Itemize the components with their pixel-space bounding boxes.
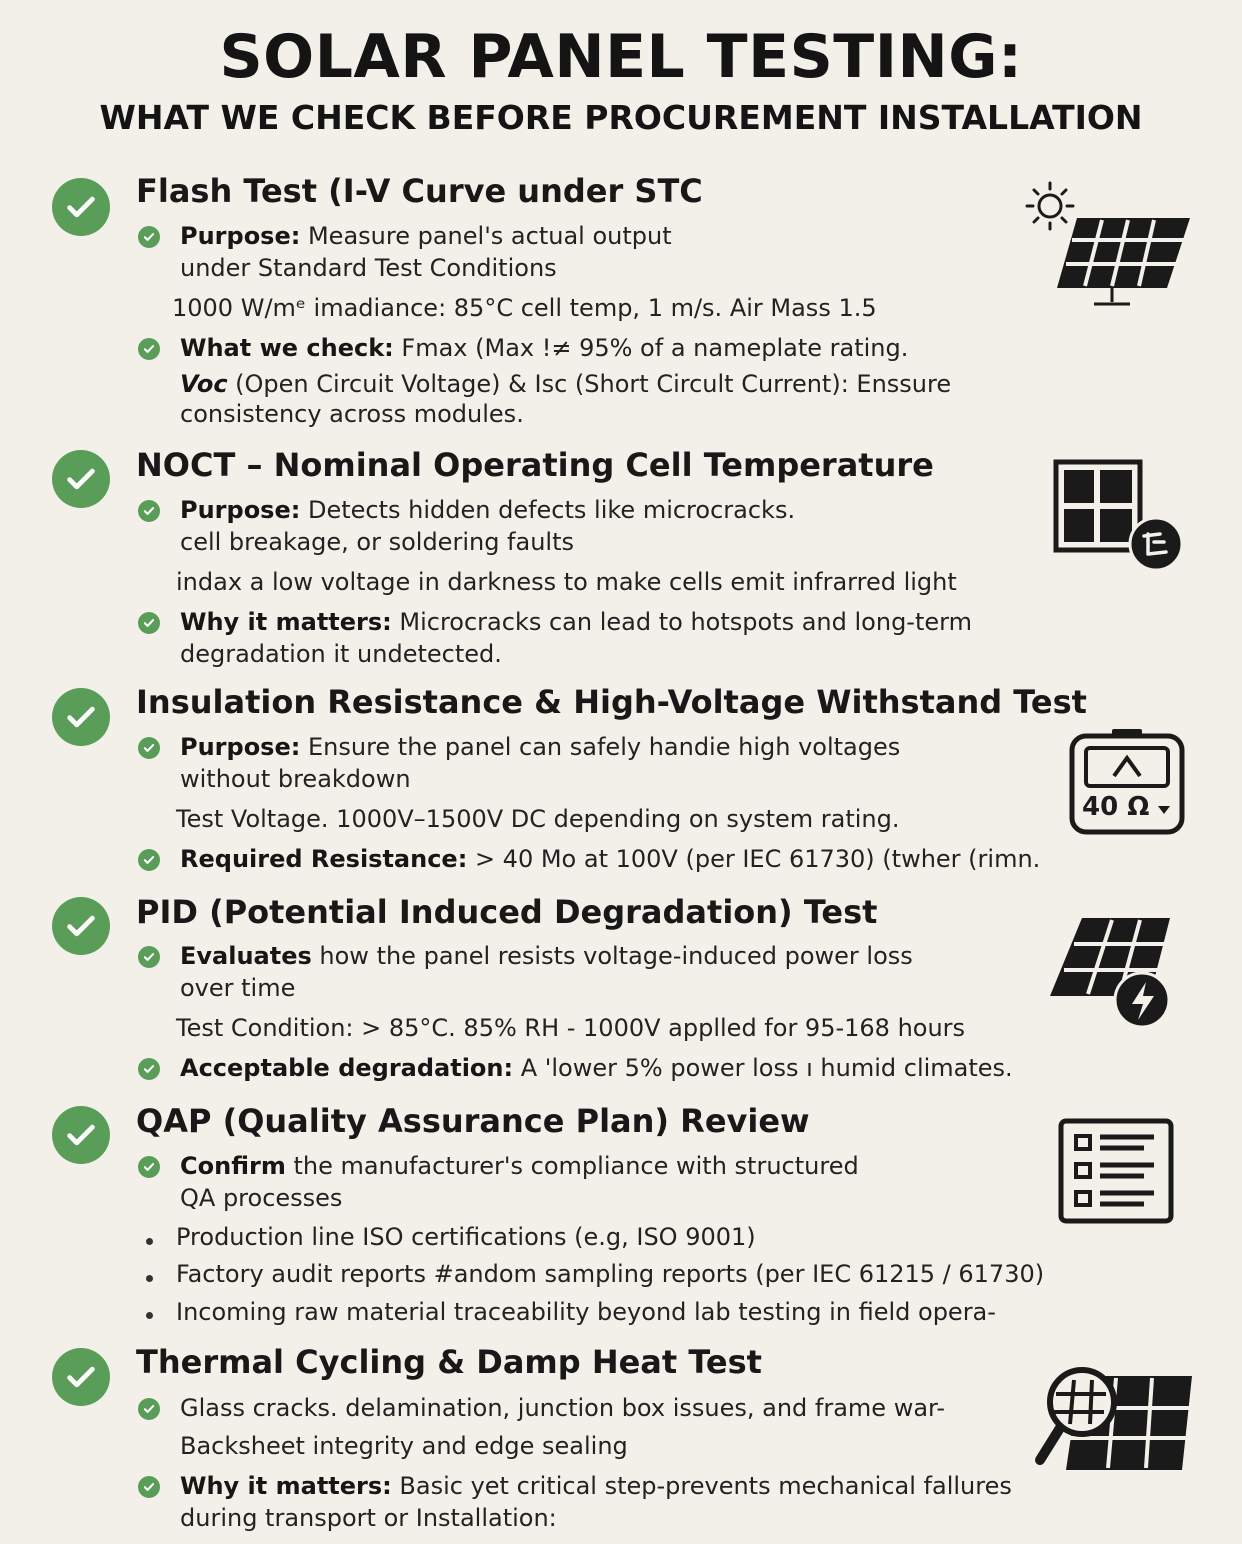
section-title-pid: PID (Potential Induced Degradation) Test	[136, 893, 878, 931]
check-icon	[138, 849, 160, 871]
check-icon	[138, 500, 160, 522]
acceptable-degradation-line: Acceptable degradation: A 'lower 5% power loss ı humid climates.	[180, 1054, 1013, 1082]
voc-line: Voc (Open Circuit Voltage) & Isc (Short Circult Current): Enssure	[180, 370, 952, 398]
magnifier-panel-icon	[1030, 1362, 1198, 1492]
method-text: indax a low voltage in darkness to make cells emit infrarred light	[176, 568, 957, 596]
bullet-item: Factory audit reports #andom sampling reports (per IEC 61215 / 61730)	[176, 1260, 1045, 1288]
panel-badge-icon	[1052, 458, 1186, 573]
purpose-line: Purpose: Detects hidden defects like microcracks.	[180, 496, 796, 524]
check-circle-icon	[52, 178, 110, 236]
inspection-line-cont: Backsheet integrity and edge sealing	[180, 1432, 628, 1460]
purpose-line-cont: without breakdown	[180, 765, 411, 793]
check-circle-icon	[52, 450, 110, 508]
bullet-dot	[146, 1312, 153, 1319]
section-title-insulation: Insulation Resistance & High-Voltage Withstand Test	[136, 683, 1087, 721]
section-title-qap: QAP (Quality Assurance Plan) Review	[136, 1102, 810, 1140]
check-circle-icon	[52, 1348, 110, 1406]
check-icon	[138, 946, 160, 968]
checklist-icon	[1058, 1118, 1176, 1226]
check-icon	[138, 1398, 160, 1420]
test-voltage-text: Test Voltage. 1000V–1500V DC depending on system rating.	[176, 805, 900, 833]
sun-solar-panel-icon	[1012, 178, 1197, 313]
voc-line-cont: consistency across modules.	[180, 400, 524, 428]
what-we-check-line: What we check: Fmax (Max !≠ 95% of a nameplate rating.	[180, 334, 909, 362]
purpose-line-cont: cell breakage, or soldering faults	[180, 528, 575, 556]
check-icon	[138, 338, 160, 360]
section-title-noct: NOCT – Nominal Operating Cell Temperature	[136, 446, 934, 484]
evaluates-line: Evaluates how the panel resists voltage-induced power loss	[180, 942, 913, 970]
why-it-matters-line: Why it matters: Basic yet critical step-prevents mechanical fallures	[180, 1472, 1012, 1500]
check-icon	[138, 737, 160, 759]
inspection-line: Glass cracks. delamination, junction box issues, and frame war-	[180, 1394, 946, 1422]
why-it-matters-line: Why it matters: Microcracks can lead to hotspots and long-term	[180, 608, 972, 636]
check-icon	[138, 612, 160, 634]
purpose-line: Purpose: Measure panel's actual output	[180, 222, 672, 250]
purpose-line: Purpose: Ensure the panel can safely handie high voltages	[180, 733, 901, 761]
check-circle-icon	[52, 688, 110, 746]
test-conditions-text: 1000 W/mᵉ imadiance: 85°C cell temp, 1 m/s. Air Mass 1.5	[172, 294, 877, 322]
megohmmeter-icon	[1068, 726, 1188, 836]
check-circle-icon	[52, 897, 110, 955]
check-circle-icon	[52, 1106, 110, 1164]
section-title-thermal: Thermal Cycling & Damp Heat Test	[136, 1343, 762, 1381]
check-icon	[138, 1058, 160, 1080]
test-condition-text: Test Condition: > 85°C. 85% RH - 1000V applled for 95-168 hours	[176, 1014, 966, 1042]
why-it-matters-cont: degradation it undetected.	[180, 640, 502, 668]
why-it-matters-cont: during transport or Installation:	[180, 1504, 557, 1532]
purpose-line-cont: under Standard Test Conditions	[180, 254, 557, 282]
page-title: SOLAR PANEL TESTING:	[219, 22, 1023, 92]
check-icon	[138, 1476, 160, 1498]
bullet-item: Incoming raw material traceability beyond lab testing in field opera-	[176, 1298, 996, 1326]
bullet-item: Production line ISO certifications (e.g, ISO 9001)	[176, 1223, 756, 1251]
section-title-flash-test: Flash Test (I-V Curve under STC	[136, 172, 703, 210]
meter-reading: 40 Ω	[1082, 792, 1150, 822]
confirm-line-cont: QA processes	[180, 1184, 343, 1212]
check-icon	[138, 226, 160, 248]
confirm-line: Confirm the manufacturer's compliance with structured	[180, 1152, 859, 1180]
panel-lightning-icon	[1044, 912, 1184, 1032]
page-subtitle: WHAT WE CHECK BEFORE PROCUREMENT INSTALLATION	[99, 98, 1143, 137]
evaluates-line-cont: over time	[180, 974, 296, 1002]
bullet-dot	[146, 1275, 153, 1282]
required-resistance-line: Required Resistance: > 40 Mo at 100V (per IEC 61730) (twher (rimn.	[180, 845, 1041, 873]
bullet-dot	[146, 1238, 153, 1245]
check-icon	[138, 1156, 160, 1178]
